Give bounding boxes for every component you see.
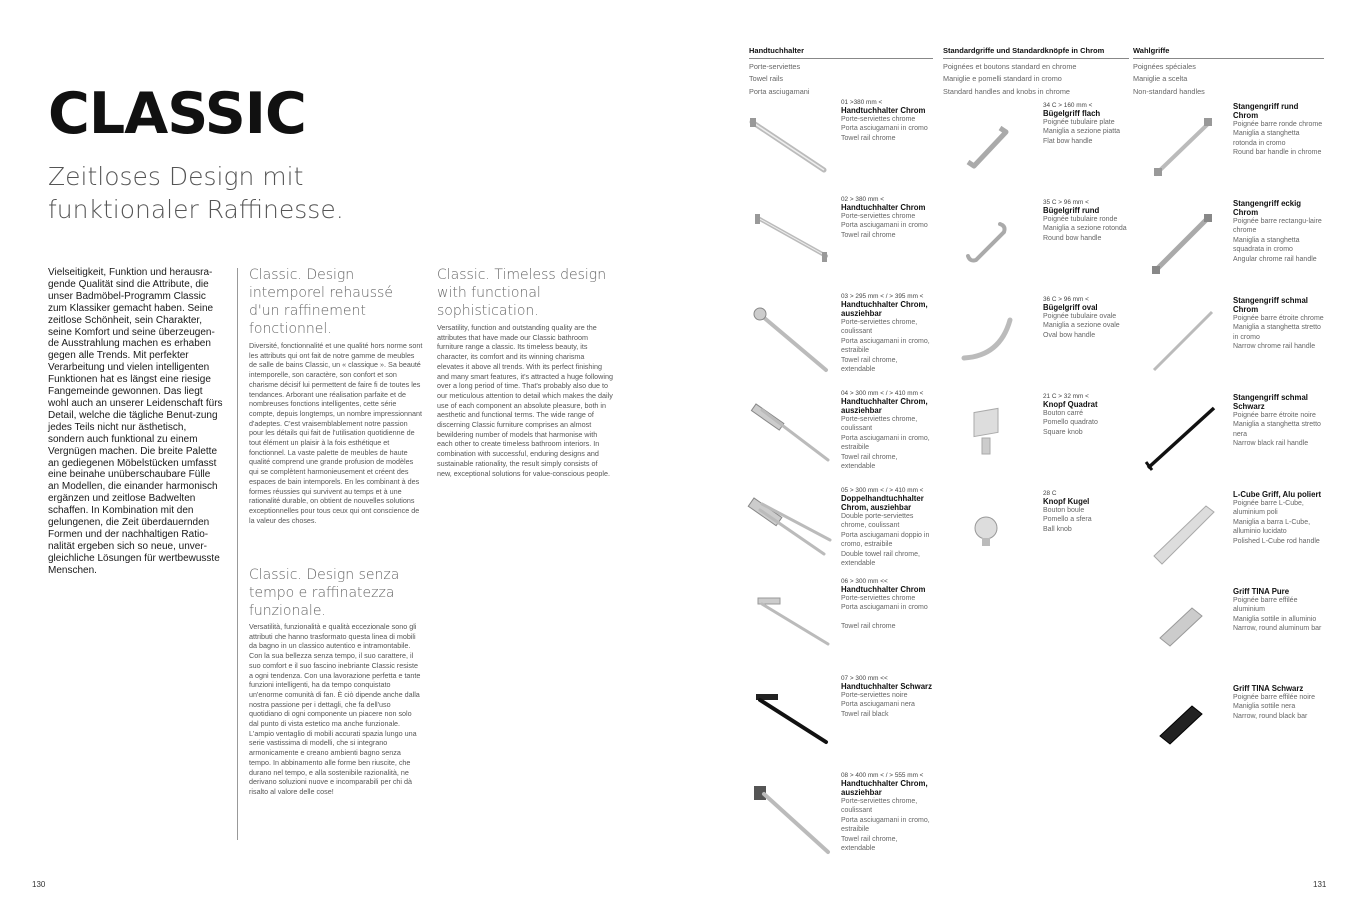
product-desc-en: Narrow chrome rail handle (1233, 343, 1316, 351)
product-code: 28 C (1043, 490, 1057, 497)
product-name: Stangengriff rund Chrom (1233, 102, 1299, 120)
category-sub-en: Porta asciugamani (749, 86, 810, 96)
product-desc-fr: Poignée tubulaire ronde (1043, 216, 1118, 223)
product-desc-it: Pomello quadrato (1043, 419, 1098, 427)
product-name: Doppelhandtuchhalter Chrom, ausziehbar (841, 494, 924, 512)
product-desc-it: Porta asciugamani in cromo, estraibile (841, 434, 930, 452)
product-desc-en: Narrow, round aluminum bar (1233, 625, 1322, 633)
heading-fr: Classic. Design intemporel rehaussé d'un raffinement fonctionnel. (249, 267, 393, 337)
product-name: Handtuchhalter Chrom (841, 203, 926, 212)
product-desc-en: Towel rail chrome (841, 623, 896, 631)
category-title: Standardgriffe und Standardknöpfe in Chrom (943, 46, 1105, 55)
product-desc-it: Porta asciugamani in cromo, estraibile (841, 816, 930, 834)
opt-handle-5 (1233, 490, 1325, 546)
product-desc-fr: Porte-serviettes chrome, coulissant (841, 798, 918, 815)
category-sub-it: Towel rails (749, 74, 784, 84)
product-desc-it: Porta asciugamani nera (841, 701, 915, 709)
category-optional-handles (1133, 46, 1324, 98)
product-name: Handtuchhalter Schwarz (841, 682, 932, 691)
heading-en: Classic. Timeless design with functional sophistication. (437, 267, 607, 319)
handle-21c-image (966, 410, 1006, 456)
product-desc-en: Double towel rail chrome, extendable (841, 550, 920, 568)
product-name: Griff TINA Pure (1233, 587, 1290, 596)
product-desc-fr: Bouton carré (1043, 410, 1084, 417)
product-desc-it: Maniglia a stanghetta squadrata in cromo (1233, 236, 1300, 254)
product-desc-fr: Porte-serviettes chrome (841, 213, 916, 220)
product-desc-fr: Poignée barre rectangu-laire chrome (1233, 218, 1322, 235)
product-desc-fr: Poignée barre ronde chrome (1233, 121, 1323, 128)
category-sub-fr: Poignées spéciales (1133, 62, 1196, 71)
towel-rail-08 (841, 772, 933, 853)
heading-it: Classic. Design senza tempo e raffinatezza funzionale. (249, 567, 400, 619)
product-desc-en: Towel rail chrome (841, 231, 896, 239)
product-desc-it: Maniglia a sezione ovale (1043, 322, 1120, 330)
opt-handle-4 (1233, 393, 1325, 449)
product-desc-en: Towel rail chrome (841, 134, 896, 142)
handle-34c-image (964, 124, 1010, 168)
category-title: Wahlgriffe (1133, 46, 1170, 55)
towel-rail-05-image (750, 494, 834, 558)
product-desc-it: Maniglia a stanghetta rotonda in cromo (1233, 130, 1300, 147)
product-name: Handtuchhalter Chrom, ausziehbar (841, 397, 928, 415)
product-desc-en: Towel rail chrome, extendable (841, 356, 898, 374)
product-name: Handtuchhalter Chrom, ausziehbar (841, 779, 928, 797)
opt-handle-3-image (1150, 308, 1216, 374)
product-desc-it: Porta asciugamani in cromo (841, 222, 928, 230)
product-name: Stangengriff schmal Chrom (1233, 296, 1308, 314)
product-code: 01 >380 mm < (841, 99, 883, 106)
product-desc-spacer (841, 613, 933, 622)
towel-rail-01-image (748, 112, 828, 174)
towel-rail-01 (841, 99, 933, 143)
body-text-en: Versatility, function and outstanding quality are the attributes that have made our Classic bathroom furniture range a classic. Its timeless beauty, its character, its comfort and its winning charisma elevates it above all trends. With its perfect finishing and many smart features, it's attracted a huge following over a long period of time. That's probably also due to our meticulous attention to detail which makes the daily use of each component an absolute pleasure, both in aesthetic and functional terms. The wide range of discerning Classic furniture comprises an almost bewildering number of models that harmonise with each other to create timeless bathroom interiors. In combination with successful, enduring designs and sustainable rationality, the result simply consists of new, exceptional solutions for value-conscious people. (437, 323, 613, 478)
product-code: 02 > 380 mm < (841, 196, 884, 203)
category-sub-it: Maniglie a scelta (1133, 74, 1188, 84)
opt-handle-3 (1233, 296, 1325, 352)
product-desc-it: Porta asciugamani doppio in cromo, estraibile (841, 531, 930, 549)
product-code: 05 > 300 mm < / > 410 mm < (841, 487, 924, 494)
opt-handle-4-image (1144, 404, 1218, 472)
product-desc-fr: Porte-serviettes chrome (841, 116, 916, 123)
page-title: CLASSIC (48, 81, 306, 147)
body-text-it: Versatilità, funzionalità e qualità eccezionale sono gli attributi che hanno trasformato questa linea di mobili da bagno in un classico autentico e intramontabile. Con la sua bellezza senza tempo, il suo carattere, il suo comfort e il suo fascino inebriante Classic resiste a ogni tendenza. Con una lavorazione perfetta e tante funzioni intelligenti, ha da tempo conquistato un'enorme comunità di fan. È ciò dipende anche dalla nostra passione per i dettagli, che fa dell'uso quotidiano di ogni componente un piacere non solo dal punto di vista estetico ma anche funzionale. L'ampio ventaglio di mobili accurati spazia lungo una serie vastissima di modelli, che si integrano armonicamente e creano ambienti bagno senza tempo. In abbinamento alle forme ben riuscite, che durano nel tempo, e alla sostenibile razionalità, ne derivano soluzioni nuove e incomparabili per chi dà risalto al valore delle cose! (249, 622, 421, 796)
category-sub-fr: Poignées et boutons standard en chrome (943, 62, 1077, 71)
towel-rail-07-image (754, 690, 830, 748)
opt-handle-6-image (1156, 604, 1206, 650)
opt-handle-7 (1233, 684, 1325, 721)
product-code: 06 > 300 mm << (841, 578, 888, 585)
opt-handle-2 (1233, 199, 1325, 264)
product-desc-it: Maniglia sottile in alluminio (1233, 615, 1317, 623)
intro-text-de: Vielseitigkeit, Funktion und herausra-gende Qualität sind die Attribute, die unser Badmöbel-Programm Classic zum Klassiker gemacht haben. Seine zeitlose Schönheit, sein Charakter, seine Komfort und seine überzeugen-de Ausstrahlung machen es erhaben gegen alle Trends. Mit perfekter Verarbeitung und vielen intelligenten Funktionen hat es längst eine riesige Fangemeinde gewonnen. Das liegt wohl auch an unserer Leidenschaft fürs Detail, welche die tägliche Benut-zung jedes Teils nicht nur ästhetisch, sondern auch funktional zu einem Vergnügen machen. Die breite Palette an gediegenen Möbelstücken umfasst eine beinahe unüberschaubare Fülle an Modellen, die einander harmonisch ergänzen und zeitlose Badwelten schaffen. In Kombination mit den gelungenen, die Zeit überdauernden Formen und der nachhaltigen Ratio-nalität ergeben sich so neue, unver-gleichliche Lösungen für wertbewusste Menschen. (48, 267, 223, 576)
product-code: 36 C > 96 mm < (1043, 296, 1089, 303)
product-desc-fr: Poignée barre étroite noire (1233, 412, 1316, 419)
handle-35c-image (964, 220, 1010, 264)
product-desc-it: Maniglia a barra L-Cube, alluminio lucidato (1233, 518, 1311, 536)
category-title: Handtuchhalter (749, 46, 805, 55)
handle-36c (1043, 296, 1129, 340)
opt-handle-6 (1233, 587, 1325, 634)
product-desc-en: Towel rail chrome, extendable (841, 453, 898, 471)
product-desc-en: Round bar handle in chrome (1233, 149, 1322, 157)
towel-rail-03 (841, 293, 933, 374)
product-name: L-Cube Griff, Alu poliert (1233, 490, 1322, 499)
category-sub-it: Maniglie e pomelli standard in cromo (943, 74, 1062, 84)
category-sub-en: Non-standard handles (1133, 86, 1205, 96)
product-name: Handtuchhalter Chrom (841, 106, 926, 115)
towel-rail-06 (841, 578, 933, 632)
towel-rail-08-image (752, 784, 832, 856)
product-desc-en: Narrow, round black bar (1233, 712, 1308, 720)
towel-rail-04-image (752, 400, 832, 464)
handle-36c-image (960, 316, 1016, 366)
product-desc-it: Maniglia a stanghetta stretto nera (1233, 421, 1321, 438)
product-desc-en: Round bow handle (1043, 234, 1102, 242)
product-desc-it: Pomello a sfera (1043, 516, 1092, 524)
handle-34c (1043, 102, 1129, 146)
category-sub-en: Standard handles and knobs in chrome (943, 86, 1070, 96)
product-name: Handtuchhalter Chrom (841, 585, 926, 594)
opt-handle-2-image (1150, 212, 1214, 276)
product-desc-en: Flat bow handle (1043, 137, 1093, 145)
product-desc-fr: Porte-serviettes chrome, coulissant (841, 416, 918, 433)
towel-rail-03-image (752, 306, 832, 376)
product-code: 34 C > 160 mm < (1043, 102, 1093, 109)
product-code: 08 > 400 mm < / > 555 mm < (841, 772, 924, 779)
handle-28c-image (970, 514, 1002, 548)
product-name: Knopf Kugel (1043, 497, 1090, 506)
product-desc-it: Porta asciugamani in cromo, estraibile (841, 337, 930, 355)
product-desc-it: Maniglia a sezione piatta (1043, 128, 1121, 136)
handle-28c (1043, 490, 1129, 534)
product-desc-fr: Poignée barre effilée aluminium (1233, 597, 1298, 614)
product-desc-fr: Poignée tubulaire plate (1043, 119, 1115, 126)
product-desc-en: Angular chrome rail handle (1233, 255, 1317, 263)
product-desc-en: Towel rail chrome, extendable (841, 835, 898, 853)
divider (1133, 58, 1324, 59)
towel-rail-02 (841, 196, 933, 240)
product-desc-en: Square knob (1043, 428, 1083, 436)
product-name: Knopf Quadrat (1043, 400, 1098, 409)
product-desc-fr: Porte-serviettes noire (841, 692, 908, 699)
handle-21c (1043, 393, 1129, 437)
towel-rail-05 (841, 487, 937, 568)
product-desc-it: Maniglia a sezione rotonda (1043, 225, 1127, 233)
category-towel-rails (749, 46, 933, 98)
product-name: Stangengriff eckig Chrom (1233, 199, 1302, 217)
product-code: 07 > 300 mm << (841, 675, 888, 682)
towel-rail-04 (841, 390, 933, 471)
product-name: Griff TINA Schwarz (1233, 684, 1304, 693)
body-text-fr: Diversité, fonctionnalité et une qualité hors norme sont les attributs qui ont fait de notre gamme de meubles de salle de bains Classic, un « classique ». Sa beauté intemporelle, son caractère, son confort et son charisme décisif lui permettent de faire fi de toutes les tendances. Arborant une réalisation parfaite et de nombreuses fonctions intelligentes, cette série compte, depuis longtemps, un nombre impressionnant d'adeptes. C'est vraisemblablement notre passion pour les détails qui fait de l'utilisation quotidienne de tout élément un plaisir à la fois esthétique et fonctionnel. La vaste palette de meubles de haute qualité comprend une grande profusion de modèles qui se complètent harmonieusement et créent des espaces de bain intemporels. En les combinant à des formes réussies qui survivent au temps et à une rationalité durable, on obtient de nouvelles solutions exceptionnelles pour tous ceux qui ont conscience de la valeur des choses. (249, 341, 423, 525)
page-subtitle: Zeitloses Design mit funktionaler Raffinesse. (48, 162, 344, 224)
opt-handle-5-image (1150, 502, 1218, 568)
column-divider (237, 268, 238, 840)
product-desc-it: Maniglia sottile nera (1233, 703, 1296, 711)
opt-handle-1 (1233, 102, 1325, 158)
product-name: Bügelgriff flach (1043, 109, 1101, 118)
product-code: 35 C > 96 mm < (1043, 199, 1089, 206)
category-sub-fr: Porte-serviettes (749, 62, 801, 71)
product-code: 04 > 300 mm < / > 410 mm < (841, 390, 924, 397)
towel-rail-02-image (752, 212, 832, 262)
product-code: 21 C > 32 mm < (1043, 393, 1089, 400)
product-name: Handtuchhalter Chrom, ausziehbar (841, 300, 928, 318)
product-desc-fr: Bouton boule (1043, 507, 1085, 514)
product-desc-it: Porta asciugamani in cromo (841, 125, 928, 133)
product-desc-en: Towel rail black (841, 710, 889, 718)
product-desc-fr: Poignée barre L-Cube, aluminium poli (1233, 500, 1304, 517)
product-desc-fr: Poignée barre étroite chrome (1233, 315, 1324, 322)
product-desc-it: Maniglia a stanghetta stretto in cromo (1233, 324, 1321, 341)
product-desc-en: Polished L-Cube rod handle (1233, 537, 1320, 545)
product-desc-fr: Porte-serviettes chrome, coulissant (841, 319, 918, 336)
towel-rail-06-image (756, 594, 832, 650)
page-number-right: 131 (1313, 880, 1327, 889)
product-name: Stangengriff schmal Schwarz (1233, 393, 1308, 411)
divider (749, 58, 933, 59)
divider (943, 58, 1129, 59)
product-desc-en: Ball knob (1043, 525, 1072, 533)
product-desc-en: Narrow black rail handle (1233, 440, 1309, 448)
product-desc-fr: Porte-serviettes chrome (841, 595, 916, 602)
product-desc-fr: Poignée tubulaire ovale (1043, 313, 1117, 320)
product-name: Bügelgriff oval (1043, 303, 1098, 312)
product-desc-en: Oval bow handle (1043, 331, 1096, 339)
product-desc-fr: Double porte-serviettes chrome, coulissant (841, 513, 914, 530)
page-number-left: 130 (32, 880, 46, 889)
product-desc-it: Porta asciugamani in cromo (841, 604, 928, 612)
category-standard-handles (943, 46, 1129, 98)
product-desc-fr: Poignée barre effilée noire (1233, 694, 1315, 701)
opt-handle-7-image (1156, 702, 1206, 748)
product-name: Bügelgriff rund (1043, 206, 1100, 215)
handle-35c (1043, 199, 1129, 243)
towel-rail-07 (841, 675, 933, 719)
product-code: 03 > 295 mm < / > 395 mm < (841, 293, 924, 300)
opt-handle-1-image (1152, 116, 1216, 180)
